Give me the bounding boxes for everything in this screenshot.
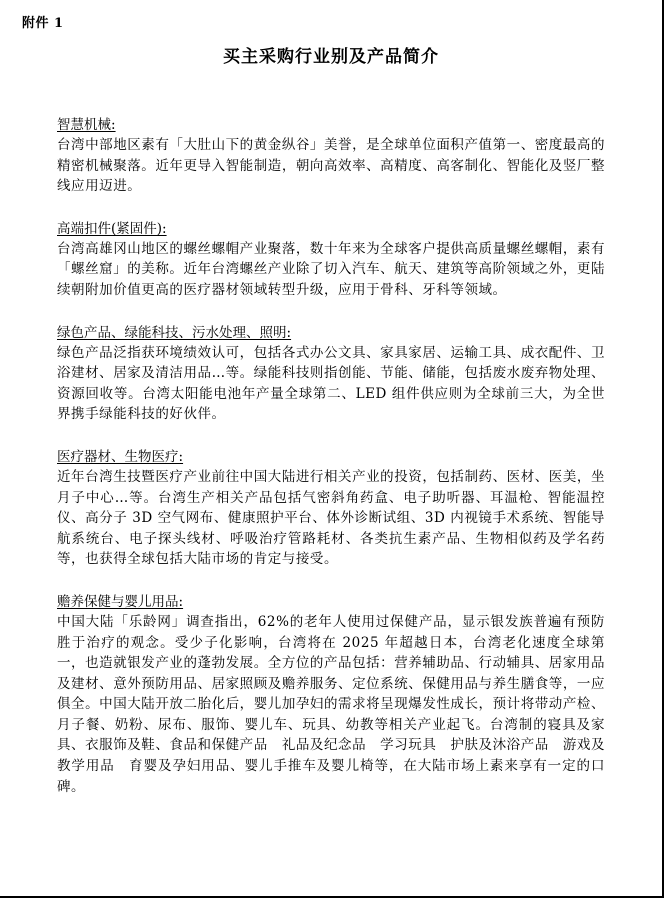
- section-fasteners: [57, 218, 605, 301]
- section-smart-machinery: [57, 114, 605, 197]
- section-heading: 绿色产品、绿能科技、污水处理、照明:: [57, 324, 292, 341]
- document-body: [57, 114, 605, 818]
- section-medical: [57, 446, 605, 570]
- page-title: 买主采购行业别及产品简介: [223, 47, 439, 67]
- section-paragraph: 中国大陆「乐龄网」调查指出，62%的老年人使用过保健产品，显示银发族普遍有预防胜于治疗的观念。受少子化影响，台湾将在 2025 年超越日本，台湾老化速度全球第一，也造就银发产业的蓬勃发展。全方位的产品包括：营养辅助品、行动辅具、居家用品及建材、意外预防用品、居家照顾及赡养服务、定位系统、保健用品与养生膳食等，一应俱全。中国大陆开放二胎化后，婴儿加孕妇的需求将呈现爆发性成长，预计将带动产检、月子餐、奶粉、尿布、服饰、婴儿车、玩具、幼教等相关产业起飞。台湾制的寝具及家具、衣服饰及鞋、食品和保健产品 礼品及纪念品 学习玩具 护肤及沐浴产品 游戏及教学用品 育婴及孕妇用品、婴儿手推车及婴儿椅等，在大陆市场上素来享有一定的口碑。: [57, 613, 605, 795]
- section-paragraph: 台湾高雄冈山地区的螺丝螺帽产业聚落，数十年来为全球客户提供高质量螺丝螺帽，素有「螺丝窟」的美称。近年台湾螺丝产业除了切入汽车、航天、建筑等高阶领域之外，更陆续朝附加价值更高的医疗器材领域转型升级，应用于骨科、牙科等领域。: [57, 240, 605, 298]
- section-heading: 赡养保健与婴儿用品:: [57, 593, 184, 610]
- section-paragraph: 台湾中部地区素有「大肚山下的黄金纵谷」美誉，是全球单位面积产值第一、密度最高的精密机械聚落。近年更导入智能制造，朝向高效率、高精度、高客制化、智能化及竖厂整线应用迈进。: [57, 137, 605, 195]
- section-heading: 医疗器材、生物医疗:: [57, 448, 184, 465]
- section-heading: 高端扣件(紧固件):: [57, 220, 167, 237]
- section-paragraph: 绿色产品泛指获环境绩效认可，包括各式办公文具、家具家居、运输工具、成衣配件、卫浴建材、居家及清洁用品…等。绿能科技则指创能、节能、储能，包括废水废弃物处理、资源回收等。台湾太阳能电池年产量全球第二、LED 组件供应则为全球前三大，为全世界携手绿能科技的好伙伴。: [57, 344, 605, 423]
- section-heading: 智慧机械:: [57, 117, 116, 133]
- section-elderly-baby: [57, 591, 605, 797]
- section-green-tech: [57, 322, 605, 425]
- attachment-label: 附件 1: [22, 16, 64, 31]
- section-paragraph: 近年台湾生技暨医疗产业前往中国大陆进行相关产业的投资，包括制药、医材、医美，坐月子中心…等。台湾生产相关产品包括气密斜角药盒、电子助听器、耳温枪、智能温控仪、高分子 3D 空气网布、健康照护平台、体外诊断试组、3D 内视镜手术系统、智能导航系统台、电子探头线材、呼吸治疗管路耗材、各类抗生素产品、生物相似药及学名药等，也获得全球包括大陆市场的肯定与接受。: [57, 468, 605, 568]
